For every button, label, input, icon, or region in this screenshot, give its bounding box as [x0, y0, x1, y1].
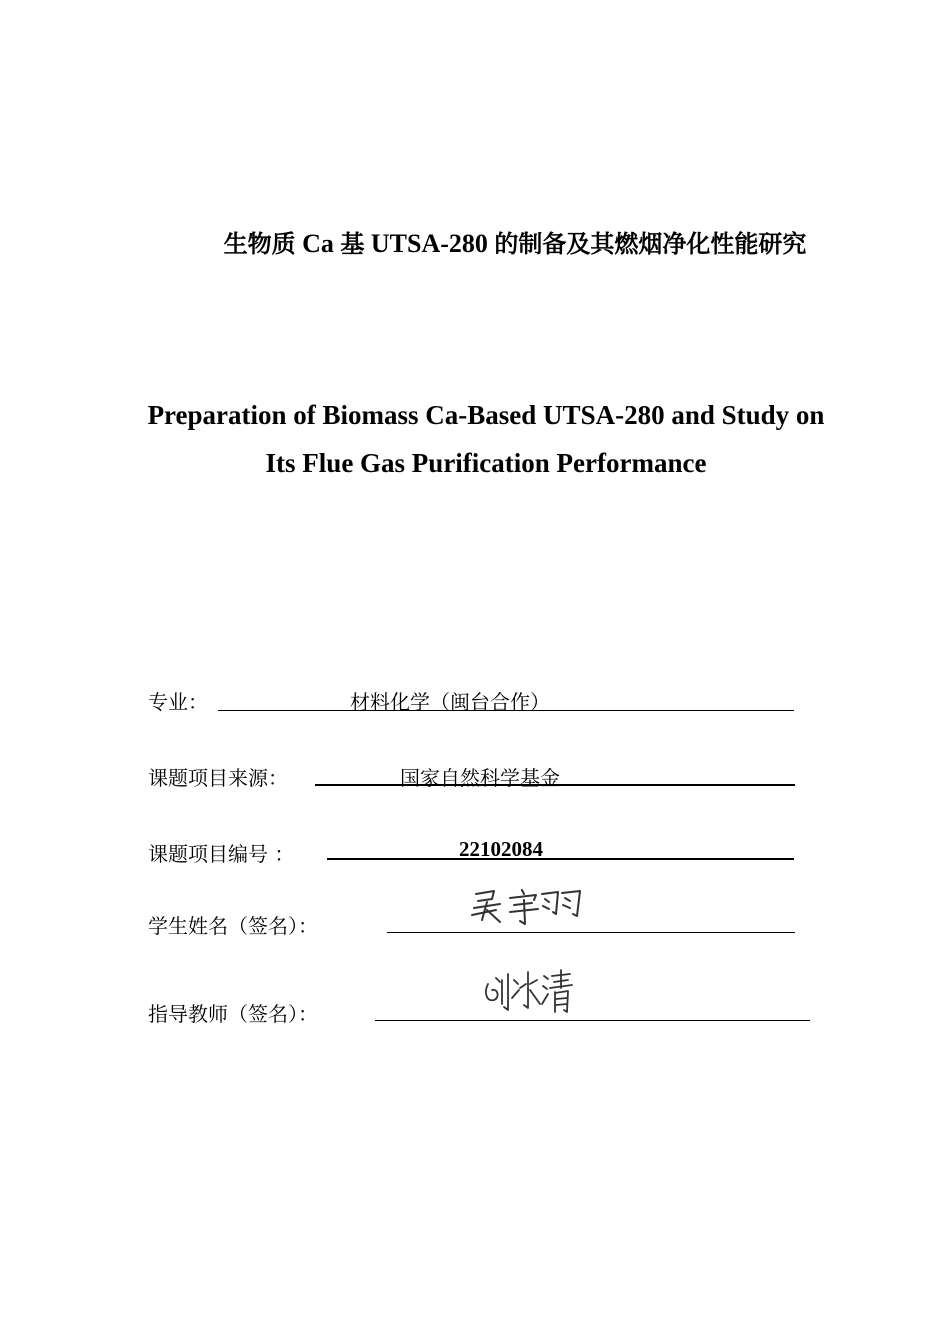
chinese-title-latin1: Ca: [295, 229, 341, 258]
chinese-title-latin2: UTSA-280: [364, 229, 495, 258]
advisor-signature-underline: [375, 1020, 810, 1021]
project-source-label: 课题项目来源：: [148, 766, 288, 790]
project-number-value: 22102084: [459, 837, 543, 861]
project-source-value: 国家自然科学基金: [400, 766, 560, 790]
chinese-title-part3: 的制备及其燃烟净化性能研究: [494, 230, 807, 258]
student-signature: [470, 884, 590, 930]
english-title-line2: Its Flue Gas Purification Performance: [265, 448, 707, 478]
advisor-signature: [482, 966, 582, 1018]
student-signature-label: 学生姓名（签名）：: [148, 914, 318, 938]
major-label: 专业：: [148, 690, 208, 714]
major-value: 材料化学（闽台合作）: [350, 690, 550, 714]
chinese-title-part2: 基: [340, 230, 365, 258]
project-number-underline: [327, 858, 794, 860]
english-title-line1: Preparation of Biomass Ca-Based UTSA-280 and Study on: [147, 400, 825, 430]
chinese-title: [0, 224, 950, 259]
advisor-signature-label: 指导教师（签名）：: [148, 1002, 318, 1026]
chinese-title-part1: 生物质: [223, 230, 296, 258]
student-signature-underline: [387, 932, 795, 933]
project-number-label: 课题项目编号 ：: [148, 842, 295, 866]
